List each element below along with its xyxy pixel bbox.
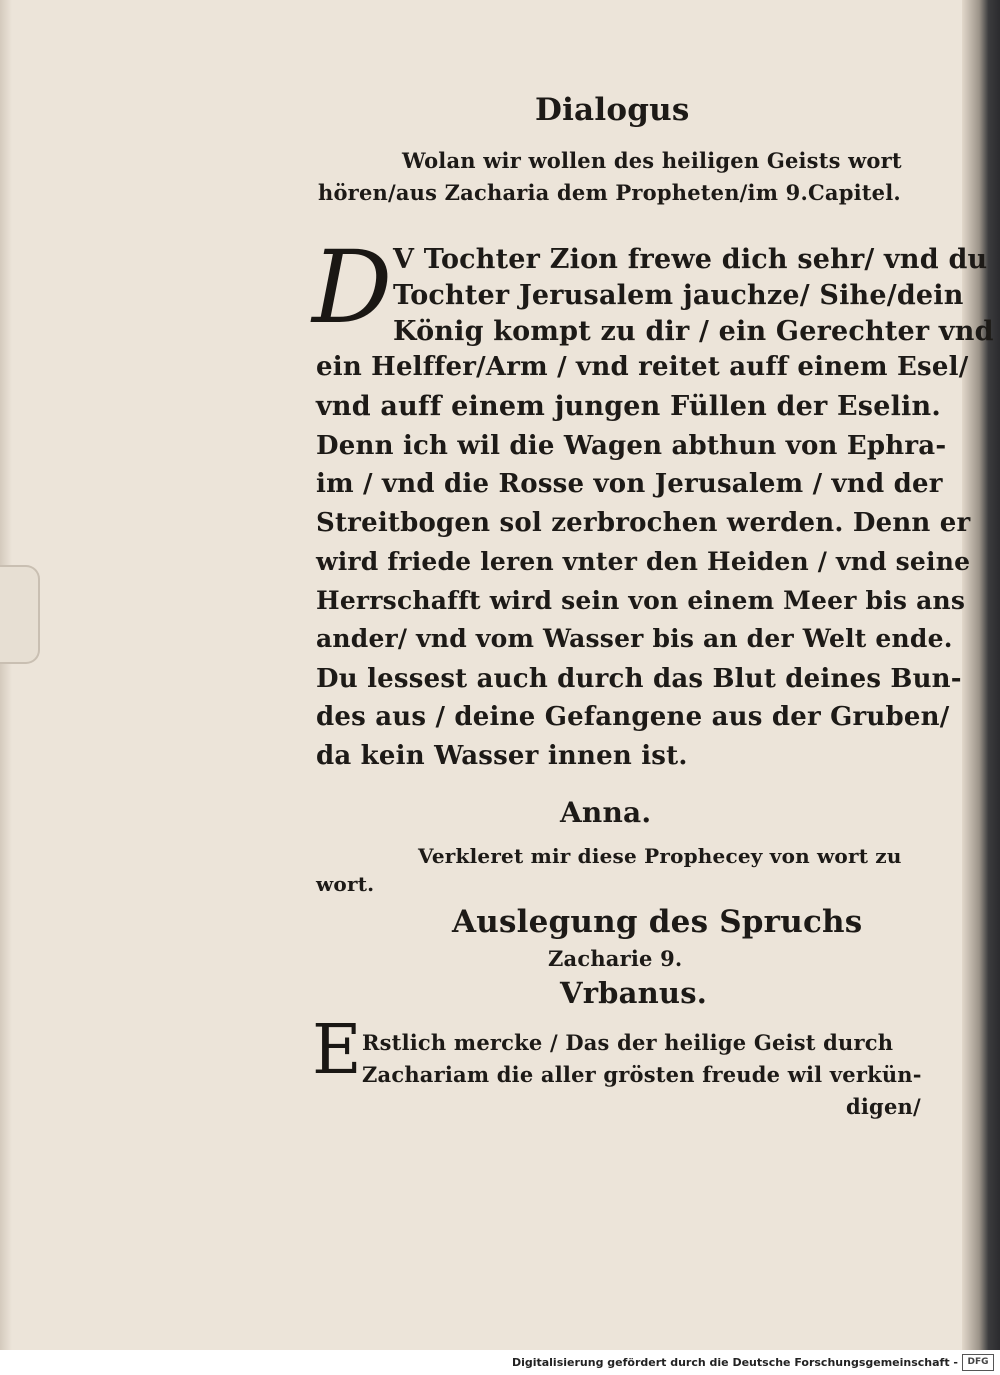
speaker-anna: Anna.	[560, 796, 652, 829]
section-subtitle: Zacharie 9.	[548, 946, 683, 971]
body-line: im / vnd die Rosse von Jerusalem / vnd der	[316, 469, 943, 499]
page-left-edge	[0, 0, 12, 1350]
page-tab-notch	[0, 565, 40, 664]
decorated-initial-e: E	[312, 1011, 362, 1090]
body-line: wird friede leren vnter den Heiden / vnd seine	[316, 547, 971, 576]
intro-line: hören/aus Zacharia dem Propheten/im 9.Capitel.	[318, 180, 901, 205]
anna-line: wort.	[316, 872, 375, 896]
body-line: Streitbogen sol zerbrochen werden. Denn er	[316, 508, 971, 538]
body-line: des aus / deine Gefangene aus der Gruben/	[316, 702, 950, 732]
urbanus-line: Rstlich mercke / Das der heilige Geist durch	[362, 1030, 894, 1055]
footer-credit: Digitalisierung gefördert durch die Deutsche Forschungsgemeinschaft -	[511, 1356, 958, 1369]
body-line: ein Helffer/Arm / vnd reitet auff einem Esel/	[316, 352, 969, 382]
body-line: V Tochter Zion frewe dich sehr/ vnd du	[393, 244, 988, 275]
body-line: Denn ich wil die Wagen abthun von Ephra-	[316, 431, 947, 461]
catchword: digen/	[846, 1094, 921, 1119]
book-spine-shadow	[962, 0, 1000, 1350]
intro-line: Wolan wir wollen des heiligen Geists wort	[402, 148, 902, 173]
decorated-initial-d: D	[312, 229, 393, 346]
body-line: König kompt zu dir / ein Gerechter vnd	[393, 316, 994, 347]
anna-line: Verkleret mir diese Prophecey von wort zu	[418, 844, 902, 868]
speaker-urbanus: Vrbanus.	[560, 976, 708, 1010]
body-line: vnd auff einem jungen Füllen der Eselin.	[316, 391, 941, 422]
section-title: Auslegung des Spruchs	[452, 904, 863, 940]
body-line: Du lessest auch durch das Blut deines Bun-	[316, 664, 962, 694]
urbanus-line: Zachariam die aller grösten freude wil verkün-	[362, 1062, 922, 1087]
body-line: ander/ vnd vom Wasser bis an der Welt ende.	[316, 624, 953, 653]
dfg-logo: DFG	[962, 1354, 994, 1371]
page-heading: Dialogus	[535, 92, 690, 128]
body-line: da kein Wasser innen ist.	[316, 741, 688, 771]
body-line: Herrschafft wird sein von einem Meer bis ans	[316, 586, 966, 615]
body-line: Tochter Jerusalem jauchze/ Sihe/dein	[393, 280, 964, 311]
